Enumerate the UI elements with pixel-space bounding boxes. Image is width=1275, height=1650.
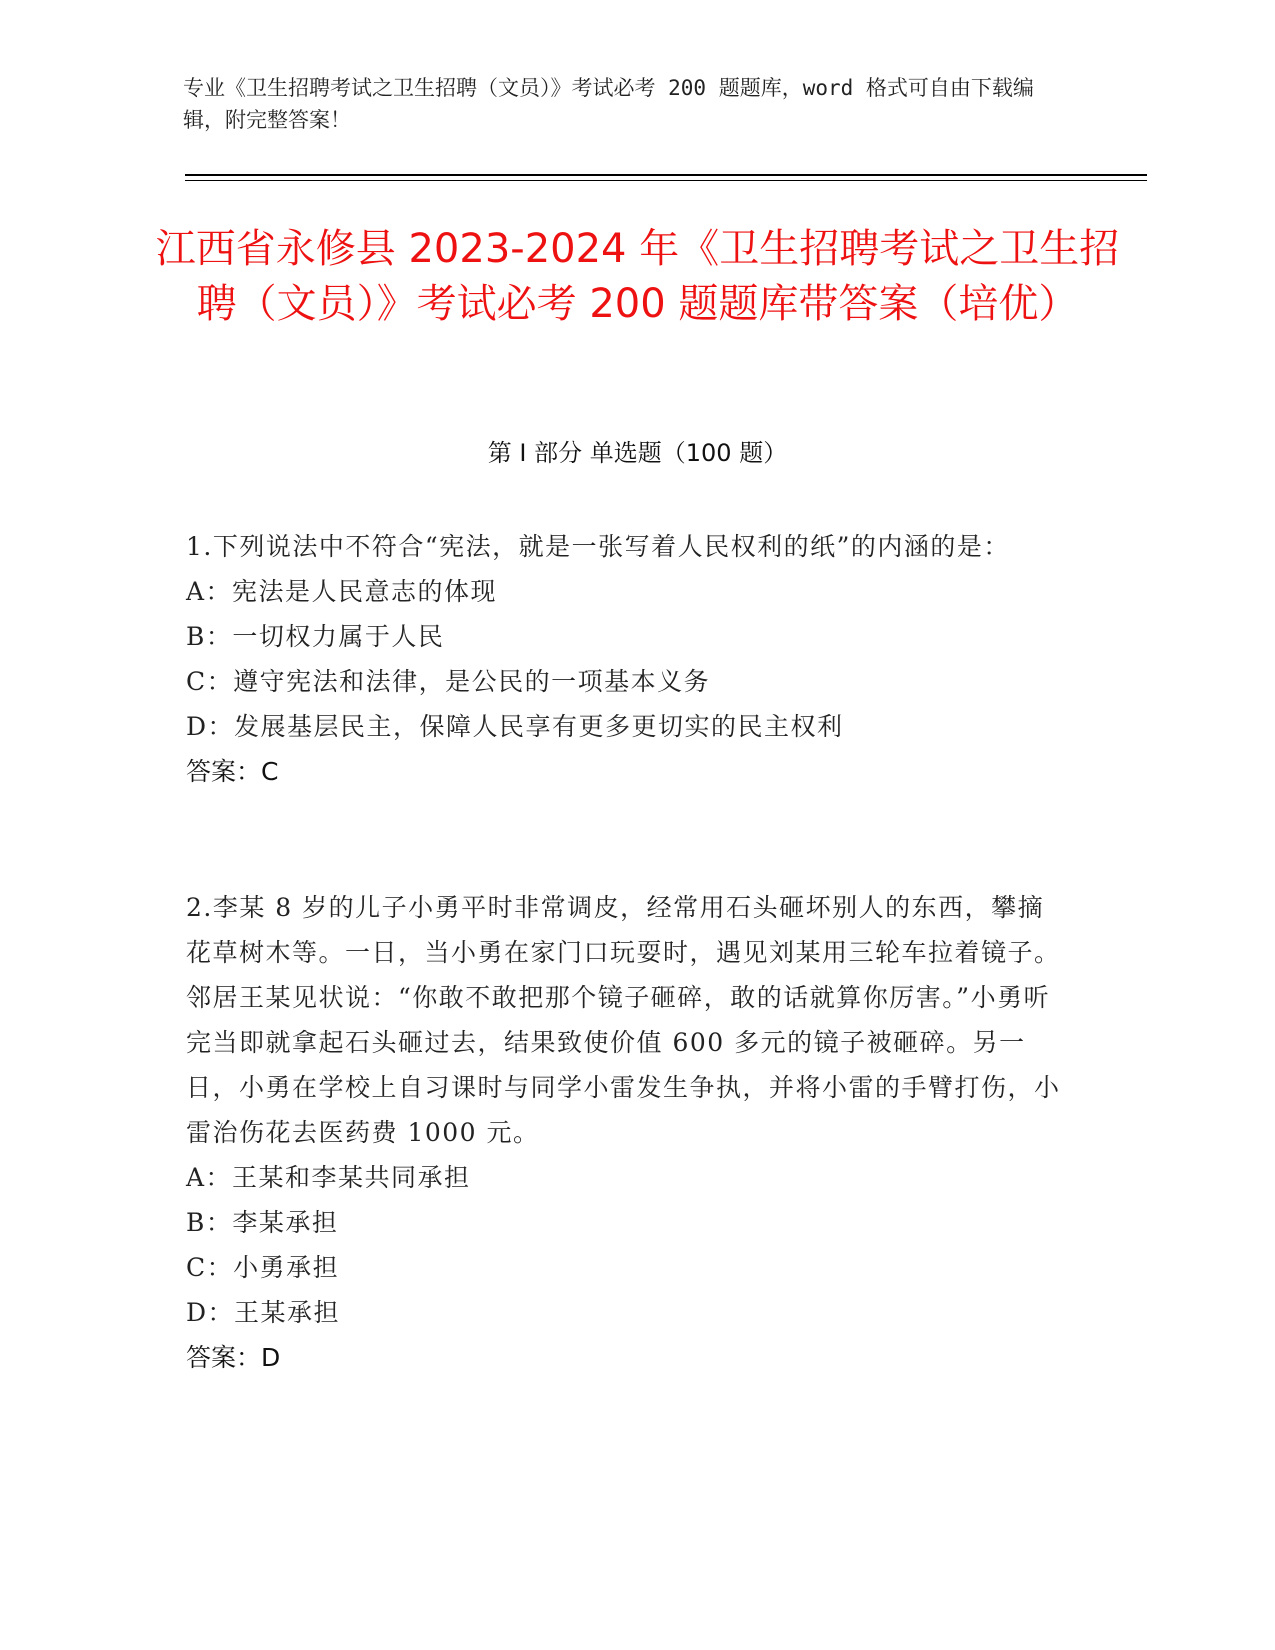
question-stem: 2.李某 8 岁的儿子小勇平时非常调皮，经常用石头砸坏别人的东西，攀摘花草树木等。一日，当小勇在家门口玩耍时，遇见刘某用三轮车拉着镜子。邻居王某见状说：“你敢不敢把那个镜子砸碎，敢的话就算你厉害。”小勇听完当即就拿起石头砸过去，结果致使价值 600 多元的镜子被砸碎。另一日，小勇在学校上自习课时与同学小雷发生争执，并将小雷的手臂打伤，小雷治伤花去医药费 1000 元。 [186, 893, 1061, 1147]
header-divider-thin [185, 180, 1147, 181]
question-stem: 1.下列说法中不符合“宪法，就是一张写着人民权利的纸”的内涵的是： [186, 532, 1010, 561]
option-a: A：王某和李某共同承担 [186, 1163, 471, 1192]
section-heading: 第 I 部分 单选题（100 题） [487, 439, 788, 467]
option-d: D：王某承担 [186, 1298, 341, 1327]
option-b: B：李某承担 [186, 1208, 339, 1237]
question-2 [186, 885, 1066, 1380]
question-1 [186, 524, 1066, 794]
header-note: 专业《卫生招聘考试之卫生招聘（文员）》考试必考 200 题题库，word 格式可自由下载编辑，附完整答案！ [183, 76, 1034, 132]
option-d: D：发展基层民主，保障人民享有更多更切实的民主权利 [186, 712, 844, 741]
answer: 答案：D [186, 1343, 281, 1372]
option-b: B：一切权力属于人民 [186, 622, 445, 651]
option-c: C：小勇承担 [186, 1253, 340, 1282]
answer: 答案：C [186, 757, 279, 786]
option-a: A：宪法是人民意志的体现 [186, 577, 498, 606]
document-title: 江西省永修县 2023-2024 年《卫生招聘考试之卫生招聘（文员）》考试必考 200 题题库带答案（培优） [155, 226, 1120, 327]
option-c: C：遵守宪法和法律，是公民的一项基本义务 [186, 667, 711, 696]
header-divider-thick [185, 174, 1147, 176]
